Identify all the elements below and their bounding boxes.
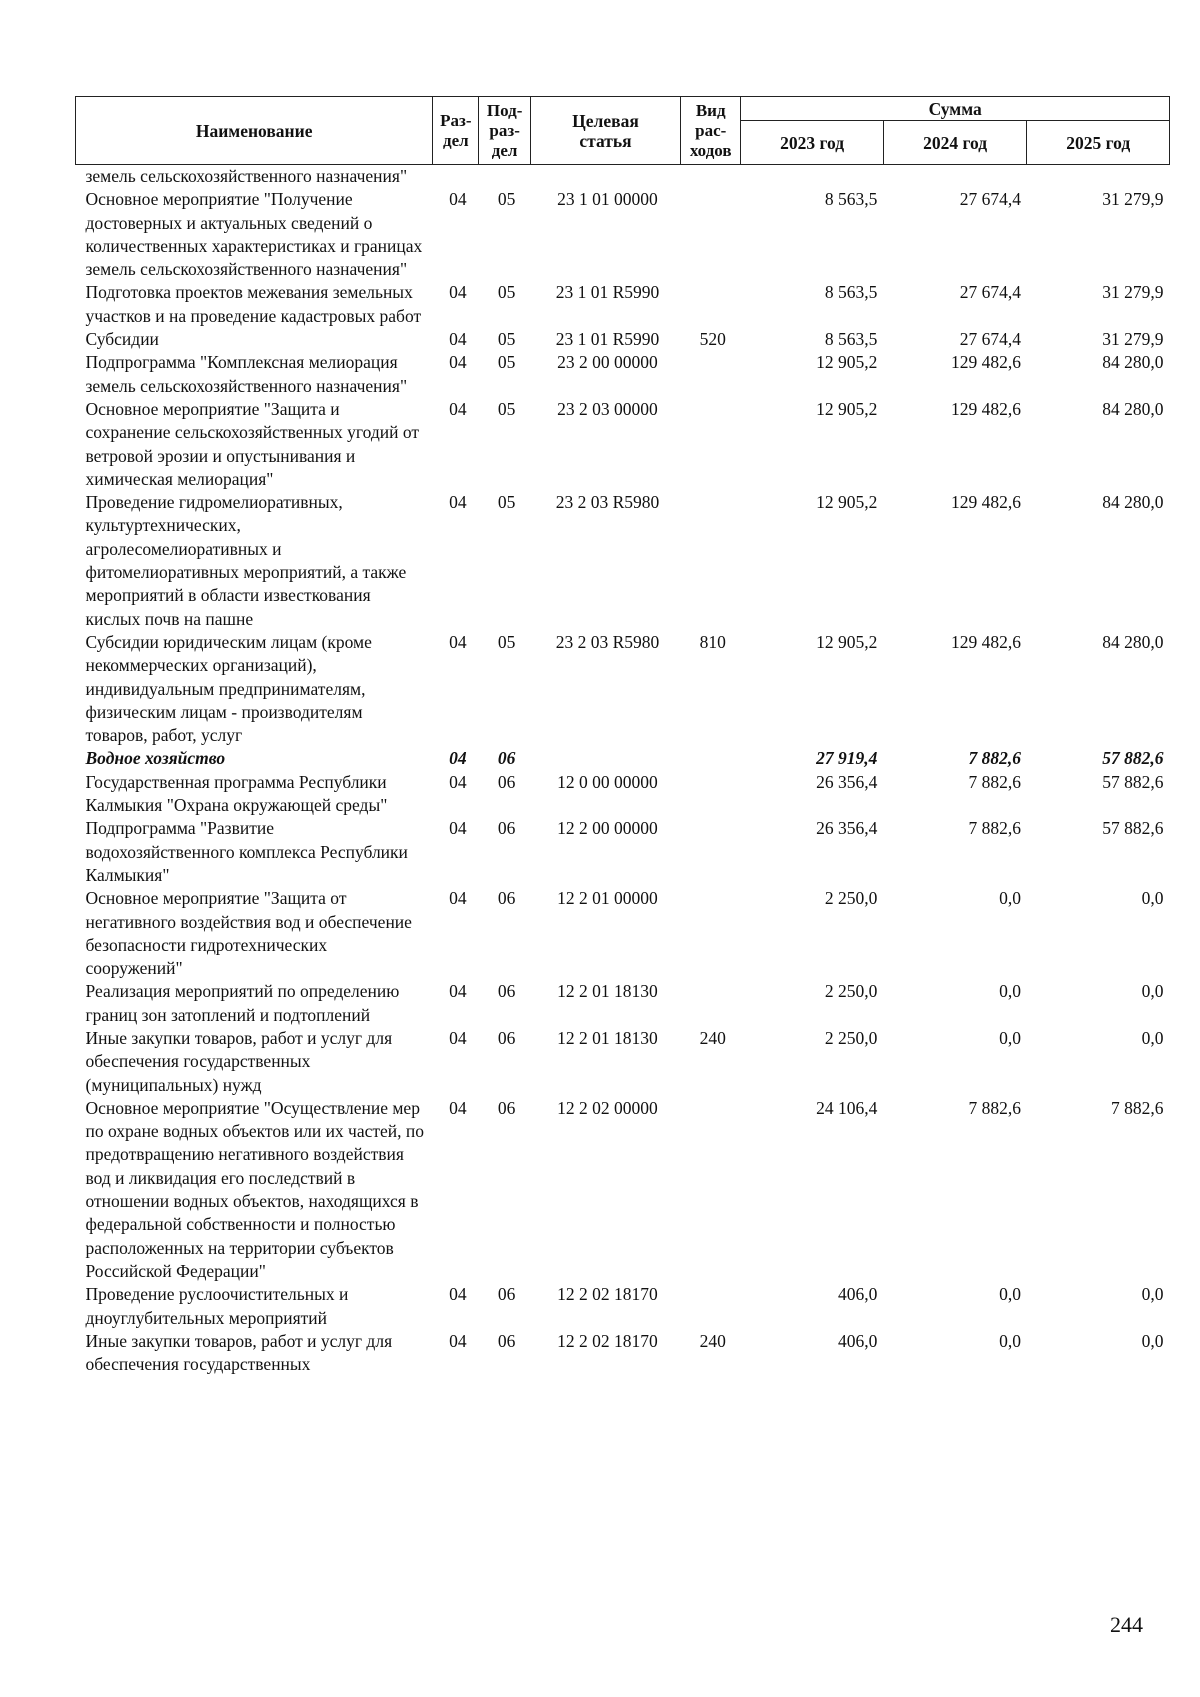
budget-sheet: [75, 96, 1170, 1376]
row-podrazdel: 06: [497, 818, 516, 839]
header-year-2023: 2023 год: [741, 121, 884, 165]
row-podrazdel: 05: [497, 329, 516, 350]
header-vid: Вид рас- ходов: [681, 97, 741, 165]
row-target: 23 1 01 R5990: [555, 329, 660, 350]
row-name: Иные закупки товаров, работ и услуг для обеспечения государственных (муниципальных) нужд: [85, 1027, 393, 1095]
row-razdel: 04: [449, 352, 467, 373]
row-target: 12 2 00 00000: [557, 818, 658, 839]
row-sum-2023: 406,0: [837, 1284, 878, 1305]
row-target: 12 2 02 18170: [557, 1330, 658, 1351]
row-sum-2024: 27 674,4: [959, 282, 1021, 303]
row-razdel: 04: [449, 818, 467, 839]
row-target: 23 2 03 R5980: [555, 631, 660, 652]
row-sum-2025: 31 279,9: [1102, 329, 1164, 350]
row-sum-2025: 57 882,6: [1102, 748, 1164, 769]
table-row: [76, 491, 1170, 631]
row-podrazdel: 06: [497, 748, 516, 769]
row-podrazdel: 06: [497, 981, 516, 1002]
row-name: земель сельскохозяйственного назначения": [85, 166, 408, 186]
row-sum-2023: 406,0: [837, 1330, 878, 1351]
row-sum-2025: 84 280,0: [1102, 492, 1164, 513]
row-podrazdel: 05: [497, 189, 516, 210]
row-sum-2024: 27 674,4: [959, 329, 1021, 350]
row-target: 23 1 01 00000: [557, 189, 658, 210]
row-razdel: 04: [449, 748, 467, 769]
row-sum-2023: 2 250,0: [824, 981, 878, 1002]
row-sum-2023: 12 905,2: [816, 492, 878, 513]
row-name: Реализация мероприятий по определению границ зон затоплений и подтоплений: [85, 981, 400, 1025]
row-sum-2024: [883, 165, 1027, 189]
row-vid: 520: [699, 329, 726, 350]
header-name: Наименование: [76, 97, 433, 165]
row-vid: 240: [699, 1330, 726, 1351]
row-target: [530, 747, 680, 770]
row-vid: [681, 887, 741, 980]
row-razdel: 04: [449, 492, 467, 513]
row-vid: [681, 747, 741, 770]
row-razdel: 04: [449, 398, 467, 419]
header-target: Целевая статья: [530, 97, 680, 165]
row-name: Основное мероприятие "Защита и сохранение сельскохозяйственных угодий от ветровой эрозии и опустынивания и химическая мелиорация": [85, 398, 420, 489]
row-sum-2025: 0,0: [1141, 981, 1164, 1002]
row-podrazdel: [479, 165, 531, 189]
row-podrazdel: 06: [497, 1097, 516, 1118]
row-podrazdel: 06: [497, 888, 516, 909]
header-summa: Сумма: [741, 97, 1170, 121]
row-vid: [681, 188, 741, 281]
row-vid: [681, 351, 741, 398]
row-sum-2024: 129 482,6: [950, 352, 1021, 373]
row-sum-2023: 8 563,5: [824, 189, 878, 210]
row-vid: [681, 771, 741, 818]
row-sum-2025: 0,0: [1141, 1284, 1164, 1305]
row-sum-2024: 129 482,6: [950, 631, 1021, 652]
row-razdel: 04: [449, 981, 467, 1002]
table-row: [76, 351, 1170, 398]
table-header: [76, 97, 1170, 165]
row-sum-2025: 0,0: [1141, 1027, 1164, 1048]
row-podrazdel: 05: [497, 492, 516, 513]
row-podrazdel: 06: [497, 1330, 516, 1351]
table-row: [76, 1027, 1170, 1097]
row-podrazdel: 06: [497, 771, 516, 792]
row-vid: [681, 491, 741, 631]
row-podrazdel: 05: [497, 631, 516, 652]
row-razdel: 04: [449, 1097, 467, 1118]
row-sum-2024: 129 482,6: [950, 492, 1021, 513]
row-vid: [681, 281, 741, 328]
row-name: Подготовка проектов межевания земельных участков и на проведение кадастровых работ: [85, 282, 422, 326]
table-row: [76, 165, 1170, 189]
row-sum-2025: 84 280,0: [1102, 631, 1164, 652]
row-podrazdel: 06: [497, 1027, 516, 1048]
table-row: [76, 1283, 1170, 1330]
row-podrazdel: 05: [497, 282, 516, 303]
row-razdel: 04: [449, 771, 467, 792]
row-sum-2023: 12 905,2: [816, 352, 878, 373]
row-vid: [681, 1283, 741, 1330]
row-sum-2023: 27 919,4: [816, 748, 878, 769]
row-name: Подпрограмма "Комплексная мелиорация земель сельскохозяйственного назначения": [85, 352, 408, 396]
row-name: Проведение руслоочистительных и дноуглубительных мероприятий: [85, 1284, 349, 1328]
row-target: 23 2 03 00000: [557, 398, 658, 419]
row-name: Основное мероприятие "Осуществление мер по охране водных объектов или их частей, по предотвращению негативного воздействия вод и ликвидация его последствий в отношении водных объектов, находящихся в федеральной собственности и полностью расположенных на территории субъектов Российской Федерации": [85, 1097, 425, 1281]
row-sum-2023: 26 356,4: [816, 818, 878, 839]
table-row: [76, 980, 1170, 1027]
row-sum-2023: 12 905,2: [816, 631, 878, 652]
row-sum-2024: 0,0: [999, 1027, 1021, 1048]
table-row: [76, 398, 1170, 491]
page-number: 244: [1110, 1612, 1143, 1637]
header-year-2024: 2024 год: [883, 121, 1027, 165]
header-razdel: Раз- дел: [433, 97, 479, 165]
header-podrazdel: Под- раз- дел: [479, 97, 531, 165]
table-row: [76, 631, 1170, 747]
row-razdel: 04: [449, 888, 467, 909]
table-row: [76, 188, 1170, 281]
table-row: [76, 771, 1170, 818]
row-razdel: [433, 165, 479, 189]
row-podrazdel: 06: [497, 1284, 516, 1305]
row-sum-2025: [1027, 165, 1170, 189]
row-sum-2024: 7 882,6: [968, 1097, 1021, 1118]
row-name: Подпрограмма "Развитие водохозяйственного комплекса Республики Калмыкия": [85, 818, 408, 885]
row-sum-2023: 24 106,4: [816, 1097, 878, 1118]
row-vid: 240: [699, 1027, 726, 1048]
row-sum-2025: 7 882,6: [1111, 1097, 1164, 1118]
row-target: 23 1 01 R5990: [555, 282, 660, 303]
row-sum-2023: 8 563,5: [824, 329, 878, 350]
row-razdel: 04: [449, 1284, 467, 1305]
row-sum-2024: 0,0: [999, 1284, 1021, 1305]
table-body: [76, 165, 1170, 1377]
row-razdel: 04: [449, 189, 467, 210]
row-vid: [681, 1097, 741, 1283]
row-sum-2025: 0,0: [1141, 888, 1164, 909]
row-target: 12 2 01 18130: [557, 981, 658, 1002]
table-row: [76, 1097, 1170, 1283]
row-target: 12 2 01 18130: [557, 1027, 658, 1048]
row-sum-2023: 26 356,4: [816, 771, 878, 792]
row-sum-2025: 31 279,9: [1102, 189, 1164, 210]
row-sum-2023: 2 250,0: [824, 888, 878, 909]
row-razdel: 04: [449, 1027, 467, 1048]
row-vid: 810: [699, 631, 726, 652]
row-sum-2023: 12 905,2: [816, 398, 878, 419]
row-vid: [681, 817, 741, 887]
row-sum-2025: 84 280,0: [1102, 398, 1164, 419]
row-razdel: 04: [449, 1330, 467, 1351]
row-name: Основное мероприятие "Получение достоверных и актуальных сведений о количественных характеристиках и границах земель сельскохозяйственного назначения": [85, 189, 423, 280]
row-vid: [681, 165, 741, 189]
row-podrazdel: 05: [497, 352, 516, 373]
table-row: [76, 1330, 1170, 1377]
row-sum-2024: 0,0: [999, 981, 1021, 1002]
row-target: [530, 165, 680, 189]
row-name: Иные закупки товаров, работ и услуг для обеспечения государственных: [85, 1330, 393, 1375]
row-target: 12 2 02 18170: [557, 1284, 658, 1305]
table-row: [76, 747, 1170, 770]
row-target: 12 2 01 00000: [557, 888, 658, 909]
header-year-2025: 2025 год: [1027, 121, 1170, 165]
row-sum-2024: 7 882,6: [968, 818, 1021, 839]
row-razdel: 04: [449, 329, 467, 350]
row-sum-2024: 7 882,6: [968, 771, 1021, 792]
row-target: 12 2 02 00000: [557, 1097, 658, 1118]
table-row: [76, 817, 1170, 887]
row-razdel: 04: [449, 282, 467, 303]
row-sum-2025: 57 882,6: [1102, 818, 1164, 839]
row-sum-2024: 27 674,4: [959, 189, 1021, 210]
row-sum-2025: 31 279,9: [1102, 282, 1164, 303]
row-sum-2024: 0,0: [999, 1330, 1021, 1351]
budget-table: [75, 96, 1170, 1376]
table-row: [76, 887, 1170, 980]
row-name: Субсидии: [85, 329, 159, 350]
row-sum-2023: 8 563,5: [824, 282, 878, 303]
row-name: Государственная программа Республики Калмыкия "Охрана окружающей среды": [85, 771, 388, 816]
row-name: Проведение гидромелиоративных, культуртехнических, агролесомелиоративных и фитомелиоративных мероприятий, а также мероприятий в области известкования кислых почв на пашне: [85, 492, 407, 629]
row-target: 23 2 00 00000: [557, 352, 658, 373]
row-name: Водное хозяйство: [85, 748, 226, 769]
row-name: Субсидии юридическим лицам (кроме некоммерческих организаций), индивидуальным предпринимателям, физическим лицам - производителям товаров, работ, услуг: [85, 631, 372, 746]
row-sum-2024: 7 882,6: [968, 748, 1021, 769]
table-row: [76, 281, 1170, 328]
row-sum-2024: 129 482,6: [950, 398, 1021, 419]
row-sum-2025: 84 280,0: [1102, 352, 1164, 373]
row-target: 12 0 00 00000: [557, 771, 658, 792]
row-sum-2024: 0,0: [999, 888, 1021, 909]
row-podrazdel: 05: [497, 398, 516, 419]
row-vid: [681, 398, 741, 491]
row-name: Основное мероприятие "Защита от негативного воздействия вод и обеспечение безопасности гидротехнических сооружений": [85, 888, 412, 979]
row-sum-2025: 57 882,6: [1102, 771, 1164, 792]
row-vid: [681, 980, 741, 1027]
row-sum-2025: 0,0: [1141, 1330, 1164, 1351]
row-sum-2023: [741, 165, 884, 189]
row-sum-2023: 2 250,0: [824, 1027, 878, 1048]
row-razdel: 04: [449, 631, 467, 652]
table-row: [76, 328, 1170, 351]
row-target: 23 2 03 R5980: [555, 492, 660, 513]
